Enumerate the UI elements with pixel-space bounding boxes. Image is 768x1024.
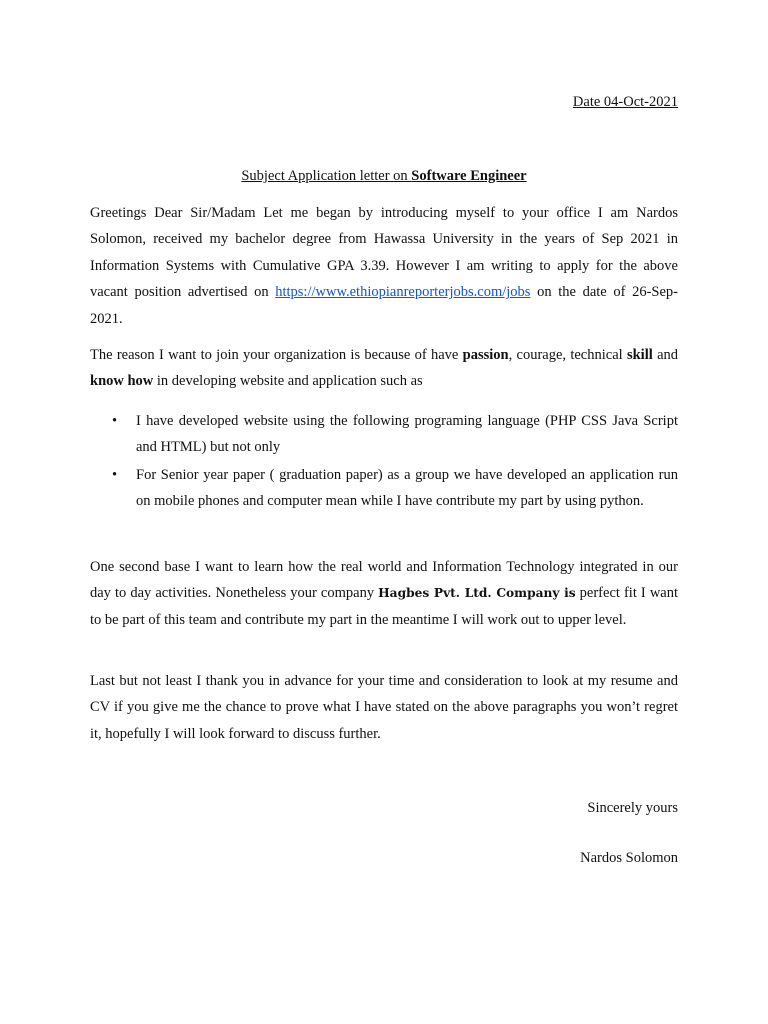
motivation-paragraph [90,342,678,395]
motivation-text: in developing website and application such as [153,373,423,390]
motivation-text: , courage, technical [508,347,627,363]
subject-role: Software Engineer [411,168,527,184]
list-item-text: I have developed website using the following programing language (PHP CSS Java Script and HTML) but not only [136,413,678,456]
company-fit-paragraph [90,554,678,633]
motivation-text: The reason I want to join your organization is because of have [90,347,463,363]
company-fit-text-end: perfect fit I want to be part of this team and contribute my part in the meantime I will work out to upper level. [90,585,678,628]
list-item [90,408,678,461]
bullet-icon: • [112,466,118,483]
subject-prefix: Subject Application letter on [241,168,412,184]
list-item-text: For Senior year paper ( graduation paper) as a group we have developed an application run on mobile phones and computer mean while I have contribute my part by using python. [136,466,678,510]
intro-text-end: on the date of 26-Sep-2021. [90,284,678,327]
job-listing-link[interactable]: https://www.ethiopianreporterjobs.com/jobs [275,284,531,301]
bullet-icon: • [112,413,118,429]
subject-line [0,164,768,188]
signature-name: Nardos Solomon [580,850,678,866]
intro-paragraph [90,200,678,332]
closing-salutation: Sincerely yours [587,800,678,816]
experience-list [90,408,678,516]
motivation-skill: skill [626,347,653,363]
list-item [90,462,678,515]
company-fit-text: One second base I want to learn how the real world and Information Technology integrated in our day to day activities. Nonetheless your company [90,559,678,602]
intro-text: Greetings Dear Sir/Madam Let me began by introducing myself to your office I am Nardos Solomon, received my bachelor degree from Hawassa University in the years of Sep 2021 in Information Systems with Cumulative GPA 3.39. However I am writing to apply for the above vacant position advertised on [90,205,678,301]
motivation-text: and [652,347,679,363]
motivation-passion: passion [462,347,509,363]
letter-date: Date 04-Oct-2021 [572,94,678,110]
closing-paragraph: Last but not least I thank you in advance for your time and consideration to look at my resume and CV if you give me the chance to prove what I have stated on the above paragraphs you won’t regret it, hopefully I will look forward to discuss further. [90,673,678,742]
company-name: Hagbes Pvt. Ltd. Company is [378,586,576,601]
motivation-know-how: know how [90,373,154,390]
